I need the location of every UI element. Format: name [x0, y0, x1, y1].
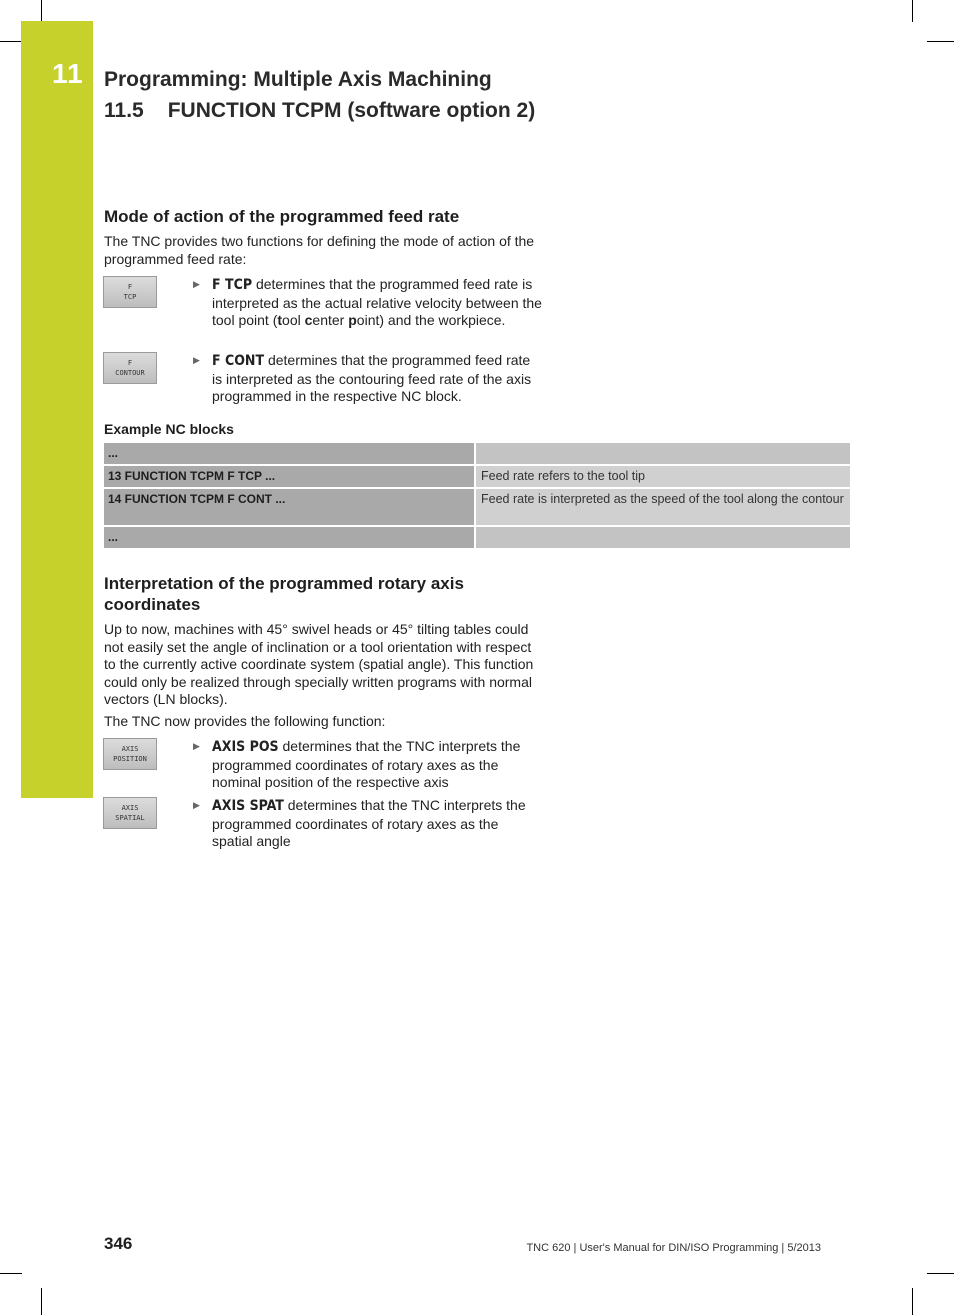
crop-mark	[0, 41, 22, 42]
rotary-heading	[104, 573, 544, 615]
crop-mark	[0, 1273, 22, 1274]
emph-letter: t	[277, 312, 283, 329]
emph-letter: c	[304, 312, 313, 329]
desc-text: ool	[282, 312, 305, 329]
feed-intro-block	[104, 233, 544, 268]
softkey-line: AXIS	[121, 745, 139, 753]
table-row	[104, 443, 850, 464]
softkey-f-tcp[interactable]	[103, 276, 157, 308]
rotary-heading-line: coordinates	[104, 595, 201, 614]
softkey-line: AXIS	[121, 804, 139, 812]
nc-example-table	[104, 443, 850, 550]
bullet-arrow-icon: ▶	[193, 741, 200, 751]
nc-code: 14 FUNCTION TCPM F CONT ...	[104, 489, 474, 525]
rotary-heading-block	[104, 573, 544, 615]
softkey-line: F	[127, 283, 133, 291]
softkey-line: SPATIAL	[115, 814, 145, 822]
rotary-heading-line: Interpretation of the programmed rotary axis	[104, 574, 464, 593]
nc-comment	[476, 443, 850, 464]
example-label: Example NC blocks	[104, 421, 234, 437]
axis-pos-description	[212, 738, 542, 792]
emph-letter: p	[348, 312, 357, 329]
chapter-tab	[21, 21, 93, 798]
feed-section	[104, 206, 544, 227]
keyword: F TCP	[212, 277, 253, 293]
softkey-line: TCP	[123, 293, 137, 301]
chapter-number: 11	[52, 58, 84, 89]
table-row	[104, 527, 850, 548]
nc-code: 13 FUNCTION TCPM F TCP ...	[104, 466, 474, 487]
softkey-axis-spatial[interactable]	[103, 797, 157, 829]
rotary-para1-block	[104, 621, 544, 709]
feed-heading: Mode of action of the programmed feed rate	[104, 207, 460, 226]
nc-code: ...	[104, 527, 474, 548]
crop-mark	[41, 1288, 42, 1315]
keyword: F CONT	[212, 353, 265, 369]
nc-comment: Feed rate refers to the tool tip	[476, 466, 850, 487]
f-tcp-description	[212, 276, 542, 330]
bullet-arrow-icon: ▶	[193, 279, 200, 289]
crop-mark	[927, 41, 954, 42]
axis-spat-description	[212, 797, 542, 851]
section-number: 11.5	[104, 99, 144, 122]
nc-code: ...	[104, 443, 474, 464]
desc-text: determines that the TNC interprets the programmed coordinates of rotary axes as the spatial angle	[212, 797, 526, 850]
nc-comment	[476, 527, 850, 548]
bullet-arrow-icon: ▶	[193, 800, 200, 810]
desc-text: enter	[312, 312, 349, 329]
softkey-line: F	[127, 359, 133, 367]
crop-mark	[912, 1288, 913, 1315]
section-title: FUNCTION TCPM (software option 2)	[167, 99, 536, 122]
chapter-title: Programming: Multiple Axis Machining	[104, 68, 492, 91]
section-header	[104, 99, 535, 123]
keyword: AXIS POS	[212, 739, 279, 755]
softkey-line: CONTOUR	[115, 369, 145, 377]
feed-intro: The TNC provides two functions for defining the mode of action of the programmed feed rate:	[104, 233, 535, 267]
softkey-axis-position[interactable]	[103, 738, 157, 770]
desc-text: oint) and the workpiece.	[356, 312, 506, 329]
table-row	[104, 466, 850, 487]
rotary-para2-block	[104, 713, 544, 731]
softkey-f-contour[interactable]	[103, 352, 157, 384]
table-row	[104, 489, 850, 525]
bullet-arrow-icon: ▶	[193, 355, 200, 365]
nc-comment: Feed rate is interpreted as the speed of the tool along the contour	[476, 489, 850, 525]
softkey-line: POSITION	[113, 755, 147, 763]
keyword: AXIS SPAT	[212, 798, 284, 814]
desc-text: determines that the programmed feed rate is interpreted as the contouring feed rate of the axis programmed in the respective NC block.	[212, 352, 532, 405]
rotary-para2: The TNC now provides the following function:	[104, 713, 386, 729]
footer-text: TNC 620 | User's Manual for DIN/ISO Programming | 5/2013	[526, 1242, 821, 1254]
f-cont-description	[212, 352, 542, 406]
crop-mark	[41, 0, 42, 22]
page-number: 346	[104, 1234, 133, 1253]
rotary-para1: Up to now, machines with 45° swivel heads or 45° tilting tables could not easily set the angle of inclination or a tool orientation with respect to the currently active coordinate system (spatial angle). This function could only be realized through specially written programs with normal vectors (LN blocks).	[104, 621, 534, 708]
crop-mark	[912, 0, 913, 22]
crop-mark	[927, 1273, 954, 1274]
desc-text: determines that the TNC interprets the programmed coordinates of rotary axes as the nominal position of the respective axis	[212, 738, 521, 791]
desc-text: determines that the programmed feed rate is interpreted as the actual relative velocity between the tool point (	[212, 276, 542, 329]
